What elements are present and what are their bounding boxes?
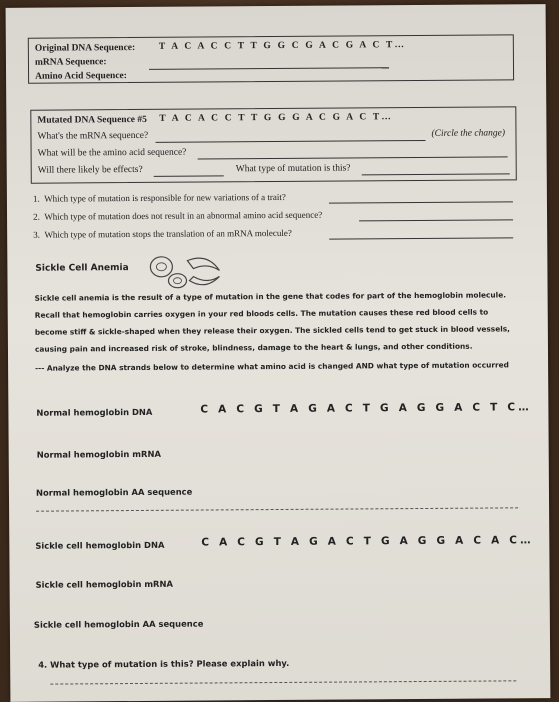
circle-change-note: (Circle the change)	[431, 128, 506, 139]
question-1-answer-line[interactable]	[329, 201, 513, 203]
mutated-dna-sequence: T A C A C C T T G G G A C G A C T…	[159, 112, 394, 124]
question-3-answer-line[interactable]	[329, 237, 513, 239]
worksheet-page	[6, 4, 551, 702]
sickle-dna-label: Sickle cell hemoglobin DNA	[35, 539, 165, 551]
amino-acid-label: Amino Acid Sequence:	[35, 71, 127, 82]
mrna-answer-line[interactable]	[149, 67, 389, 70]
original-sequence-box	[28, 34, 514, 83]
mutation-type-question: What type of mutation is this?	[235, 163, 351, 175]
mutation-type-answer-line[interactable]	[362, 173, 510, 175]
question-2: 2. Which type of mutation does not result in an abnormal amino acid sequence?	[33, 209, 323, 222]
question-1: 1. Which type of mutation is responsible for new variations of a trait?	[32, 191, 286, 204]
mutated-aa-answer-line[interactable]	[198, 156, 508, 159]
sickle-paragraph: Sickle cell anemia is the result of a type of mutation in the gene that codes for part of the hemoglobin molecule. Recall that hemoglobin carries oxygen in your red bloods cells. The mutation causes these red blood cells to become stiff & sickle-shaped when they release their oxygen. The sickled cells tend to get stuck in blood vessels, causing pain and increased risk of stroke, blindness, damage to the heart & lungs, and other conditions.	[34, 290, 510, 354]
question-4: 4. What type of mutation is this? Please explain why.	[38, 657, 290, 670]
normal-mrna-label: Normal hemoglobin mRNA	[36, 448, 161, 460]
red-blood-cells-illustration	[147, 250, 227, 291]
normal-aa-label: Normal hemoglobin AA sequence	[35, 486, 193, 498]
mrna-sequence-label: mRNA Sequence:	[34, 57, 107, 68]
question-4-answer-line[interactable]	[50, 680, 516, 684]
sickle-mrna-label: Sickle cell hemoglobin mRNA	[35, 578, 174, 590]
mrna-question: What's the mRNA sequence?	[37, 130, 149, 142]
original-dna-sequence: T A C A C C T T G G C G A C G A C T…	[158, 40, 407, 52]
normal-dna-label: Normal hemoglobin DNA	[36, 406, 153, 418]
analyze-instruction: --- Analyze the DNA strands below to determine what amino acid is changed AND what type of mutation occurred	[35, 360, 509, 373]
effects-question: Will there likely be effects?	[37, 164, 143, 176]
question-2-answer-line[interactable]	[359, 219, 513, 221]
sickle-heading: Sickle Cell Anemia	[35, 263, 129, 274]
original-dna-label: Original DNA Sequence:	[34, 42, 136, 54]
mutated-mrna-answer-line[interactable]	[156, 140, 426, 143]
mutated-sequence-box	[30, 106, 517, 183]
normal-dna-sequence: C A C G T A G A C T G A G G A C T C…	[200, 401, 533, 416]
mutated-dna-label: Mutated DNA Sequence #5	[37, 114, 147, 126]
effects-answer-line[interactable]	[154, 175, 224, 176]
question-3: 3. Which type of mutation stops the translation of an mRNA molecule?	[33, 227, 292, 240]
sickle-dna-sequence: C A C G T A G A C T G A G G A C A C…	[201, 534, 534, 549]
amino-acid-question: What will be the amino acid sequence?	[37, 147, 187, 159]
sickle-aa-label: Sickle cell hemoglobin AA sequence	[33, 618, 204, 630]
separator-line	[36, 507, 518, 511]
